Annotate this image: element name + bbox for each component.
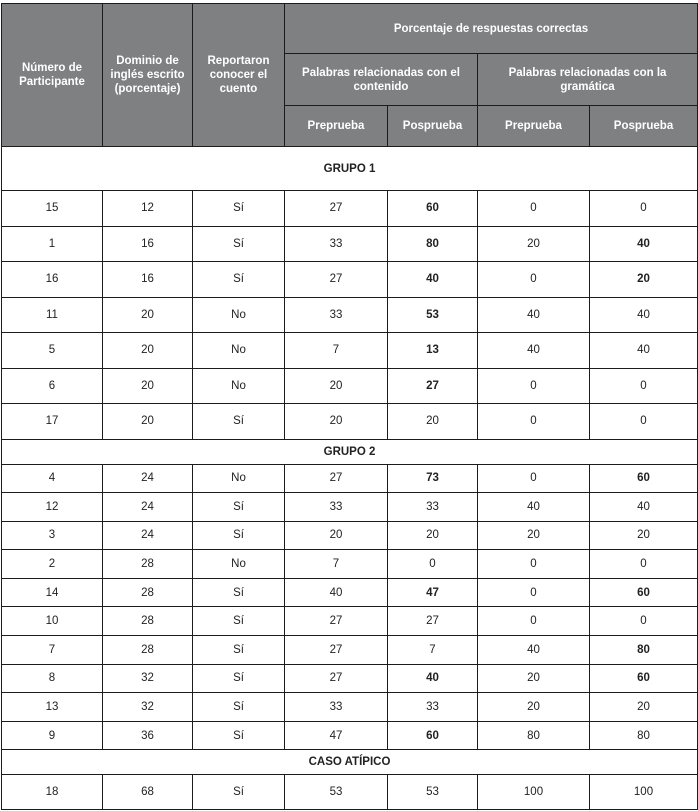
- cell-content-pretest: 53: [285, 775, 388, 810]
- cell-knew-story: Sí: [193, 521, 285, 550]
- cell-knew-story: No: [193, 368, 285, 404]
- cell-english-proficiency: 24: [103, 521, 193, 550]
- cell-content-posttest: 33: [388, 693, 478, 722]
- cell-knew-story: Sí: [193, 721, 285, 750]
- cell-english-proficiency: 28: [103, 607, 193, 636]
- cell-participant: 14: [2, 578, 103, 607]
- table-row: [2, 607, 698, 636]
- cell-content-posttest: 0: [388, 550, 478, 579]
- cell-content-pretest: 33: [285, 493, 388, 522]
- cell-content-pretest: 7: [285, 333, 388, 369]
- table-row: [2, 550, 698, 579]
- cell-grammar-posttest: 0: [590, 607, 698, 636]
- cell-content-pretest: 33: [285, 297, 388, 333]
- cell-grammar-pretest: 40: [478, 297, 590, 333]
- cell-content-posttest: 7: [388, 636, 478, 665]
- cell-grammar-pretest: 0: [478, 262, 590, 298]
- table-row: [2, 191, 698, 227]
- cell-knew-story: Sí: [193, 636, 285, 665]
- cell-content-pretest: 27: [285, 607, 388, 636]
- section-label: CASO ATÍPICO: [2, 750, 698, 775]
- cell-grammar-posttest: 80: [590, 636, 698, 665]
- cell-participant: 16: [2, 262, 103, 298]
- cell-grammar-pretest: 40: [478, 636, 590, 665]
- header-grammar-posttest: Posprueba: [590, 106, 698, 147]
- cell-grammar-posttest: 20: [590, 693, 698, 722]
- cell-content-posttest: 40: [388, 664, 478, 693]
- cell-english-proficiency: 32: [103, 693, 193, 722]
- table-row: [2, 664, 698, 693]
- cell-knew-story: Sí: [193, 664, 285, 693]
- cell-participant: 6: [2, 368, 103, 404]
- section-label-row: [2, 439, 698, 464]
- cell-grammar-pretest: 0: [478, 607, 590, 636]
- table-row: [2, 493, 698, 522]
- table-header: [2, 4, 698, 147]
- cell-content-posttest: 27: [388, 607, 478, 636]
- cell-knew-story: Sí: [193, 693, 285, 722]
- table-row: [2, 693, 698, 722]
- header-participant: Número de Participante: [2, 4, 103, 147]
- header-content-posttest: Posprueba: [388, 106, 478, 147]
- cell-content-pretest: 27: [285, 464, 388, 493]
- cell-grammar-posttest: 40: [590, 297, 698, 333]
- cell-grammar-pretest: 0: [478, 368, 590, 404]
- cell-grammar-pretest: 100: [478, 775, 590, 810]
- cell-grammar-pretest: 20: [478, 226, 590, 262]
- cell-grammar-pretest: 0: [478, 550, 590, 579]
- header-correct-percentage: Porcentaje de respuestas correctas: [285, 4, 698, 54]
- cell-grammar-pretest: 20: [478, 664, 590, 693]
- cell-participant: 15: [2, 191, 103, 227]
- table-row: [2, 333, 698, 369]
- header-grammar-pretest: Preprueba: [478, 106, 590, 147]
- cell-knew-story: No: [193, 550, 285, 579]
- cell-english-proficiency: 68: [103, 775, 193, 810]
- table-row: [2, 636, 698, 665]
- cell-grammar-posttest: 40: [590, 226, 698, 262]
- cell-participant: 1: [2, 226, 103, 262]
- cell-content-pretest: 33: [285, 693, 388, 722]
- cell-english-proficiency: 16: [103, 262, 193, 298]
- cell-grammar-pretest: 40: [478, 493, 590, 522]
- cell-grammar-posttest: 0: [590, 368, 698, 404]
- cell-english-proficiency: 28: [103, 636, 193, 665]
- table-row: [2, 578, 698, 607]
- header-english-proficiency: Dominio de inglés escrito (porcentaje): [103, 4, 193, 147]
- cell-content-pretest: 40: [285, 578, 388, 607]
- cell-knew-story: Sí: [193, 607, 285, 636]
- cell-content-posttest: 20: [388, 521, 478, 550]
- cell-english-proficiency: 24: [103, 464, 193, 493]
- cell-english-proficiency: 20: [103, 368, 193, 404]
- cell-english-proficiency: 36: [103, 721, 193, 750]
- cell-grammar-posttest: 60: [590, 664, 698, 693]
- cell-participant: 17: [2, 404, 103, 440]
- table-row: [2, 404, 698, 440]
- cell-participant: 2: [2, 550, 103, 579]
- cell-grammar-posttest: 40: [590, 333, 698, 369]
- cell-content-pretest: 7: [285, 550, 388, 579]
- section-label: GRUPO 1: [2, 147, 698, 191]
- cell-grammar-posttest: 40: [590, 493, 698, 522]
- table-row: [2, 721, 698, 750]
- cell-content-posttest: 20: [388, 404, 478, 440]
- results-table-container: [1, 3, 697, 810]
- header-content-pretest: Preprueba: [285, 106, 388, 147]
- cell-content-pretest: 27: [285, 636, 388, 665]
- cell-content-pretest: 20: [285, 368, 388, 404]
- section-label-row: [2, 750, 698, 775]
- cell-content-pretest: 20: [285, 521, 388, 550]
- cell-knew-story: No: [193, 464, 285, 493]
- cell-knew-story: Sí: [193, 493, 285, 522]
- cell-grammar-posttest: 60: [590, 464, 698, 493]
- cell-grammar-posttest: 0: [590, 404, 698, 440]
- cell-knew-story: No: [193, 333, 285, 369]
- cell-grammar-posttest: 20: [590, 521, 698, 550]
- cell-grammar-pretest: 0: [478, 464, 590, 493]
- table-row: [2, 521, 698, 550]
- cell-content-pretest: 47: [285, 721, 388, 750]
- cell-participant: 7: [2, 636, 103, 665]
- section-label-row: [2, 147, 698, 191]
- cell-participant: 4: [2, 464, 103, 493]
- cell-english-proficiency: 12: [103, 191, 193, 227]
- table-body: [2, 147, 698, 810]
- table-row: [2, 368, 698, 404]
- cell-english-proficiency: 20: [103, 333, 193, 369]
- cell-participant: 11: [2, 297, 103, 333]
- cell-grammar-posttest: 0: [590, 191, 698, 227]
- cell-content-posttest: 27: [388, 368, 478, 404]
- cell-grammar-pretest: 20: [478, 521, 590, 550]
- cell-english-proficiency: 20: [103, 404, 193, 440]
- header-grammar-words: Palabras relacionadas con la gramática: [478, 54, 698, 106]
- cell-content-posttest: 60: [388, 721, 478, 750]
- cell-participant: 18: [2, 775, 103, 810]
- header-knew-story: Reportaron conocer el cuento: [193, 4, 285, 147]
- table-row: [2, 226, 698, 262]
- cell-knew-story: Sí: [193, 775, 285, 810]
- cell-english-proficiency: 28: [103, 550, 193, 579]
- cell-content-posttest: 33: [388, 493, 478, 522]
- cell-participant: 12: [2, 493, 103, 522]
- table-row: [2, 297, 698, 333]
- results-table: [1, 3, 698, 810]
- table-row: [2, 775, 698, 810]
- cell-grammar-pretest: 0: [478, 404, 590, 440]
- cell-grammar-posttest: 60: [590, 578, 698, 607]
- cell-english-proficiency: 28: [103, 578, 193, 607]
- cell-content-posttest: 53: [388, 775, 478, 810]
- cell-knew-story: Sí: [193, 404, 285, 440]
- table-row: [2, 464, 698, 493]
- cell-content-pretest: 27: [285, 262, 388, 298]
- header-content-words: Palabras relacionadas con el contenido: [285, 54, 478, 106]
- cell-content-posttest: 80: [388, 226, 478, 262]
- cell-content-posttest: 53: [388, 297, 478, 333]
- cell-grammar-posttest: 20: [590, 262, 698, 298]
- cell-english-proficiency: 32: [103, 664, 193, 693]
- cell-content-posttest: 60: [388, 191, 478, 227]
- cell-english-proficiency: 20: [103, 297, 193, 333]
- cell-grammar-pretest: 40: [478, 333, 590, 369]
- cell-english-proficiency: 16: [103, 226, 193, 262]
- cell-knew-story: Sí: [193, 226, 285, 262]
- cell-content-posttest: 40: [388, 262, 478, 298]
- cell-knew-story: No: [193, 297, 285, 333]
- cell-content-pretest: 27: [285, 664, 388, 693]
- cell-participant: 5: [2, 333, 103, 369]
- cell-participant: 3: [2, 521, 103, 550]
- cell-participant: 10: [2, 607, 103, 636]
- section-label: GRUPO 2: [2, 439, 698, 464]
- cell-grammar-posttest: 100: [590, 775, 698, 810]
- cell-content-posttest: 13: [388, 333, 478, 369]
- cell-grammar-pretest: 0: [478, 578, 590, 607]
- cell-participant: 8: [2, 664, 103, 693]
- cell-knew-story: Sí: [193, 262, 285, 298]
- cell-english-proficiency: 24: [103, 493, 193, 522]
- cell-grammar-posttest: 80: [590, 721, 698, 750]
- cell-grammar-pretest: 0: [478, 191, 590, 227]
- cell-grammar-pretest: 80: [478, 721, 590, 750]
- cell-knew-story: Sí: [193, 578, 285, 607]
- cell-participant: 13: [2, 693, 103, 722]
- cell-content-pretest: 33: [285, 226, 388, 262]
- cell-participant: 9: [2, 721, 103, 750]
- cell-knew-story: Sí: [193, 191, 285, 227]
- cell-grammar-pretest: 20: [478, 693, 590, 722]
- table-row: [2, 262, 698, 298]
- cell-grammar-posttest: 0: [590, 550, 698, 579]
- cell-content-posttest: 47: [388, 578, 478, 607]
- cell-content-pretest: 20: [285, 404, 388, 440]
- cell-content-posttest: 73: [388, 464, 478, 493]
- cell-content-pretest: 27: [285, 191, 388, 227]
